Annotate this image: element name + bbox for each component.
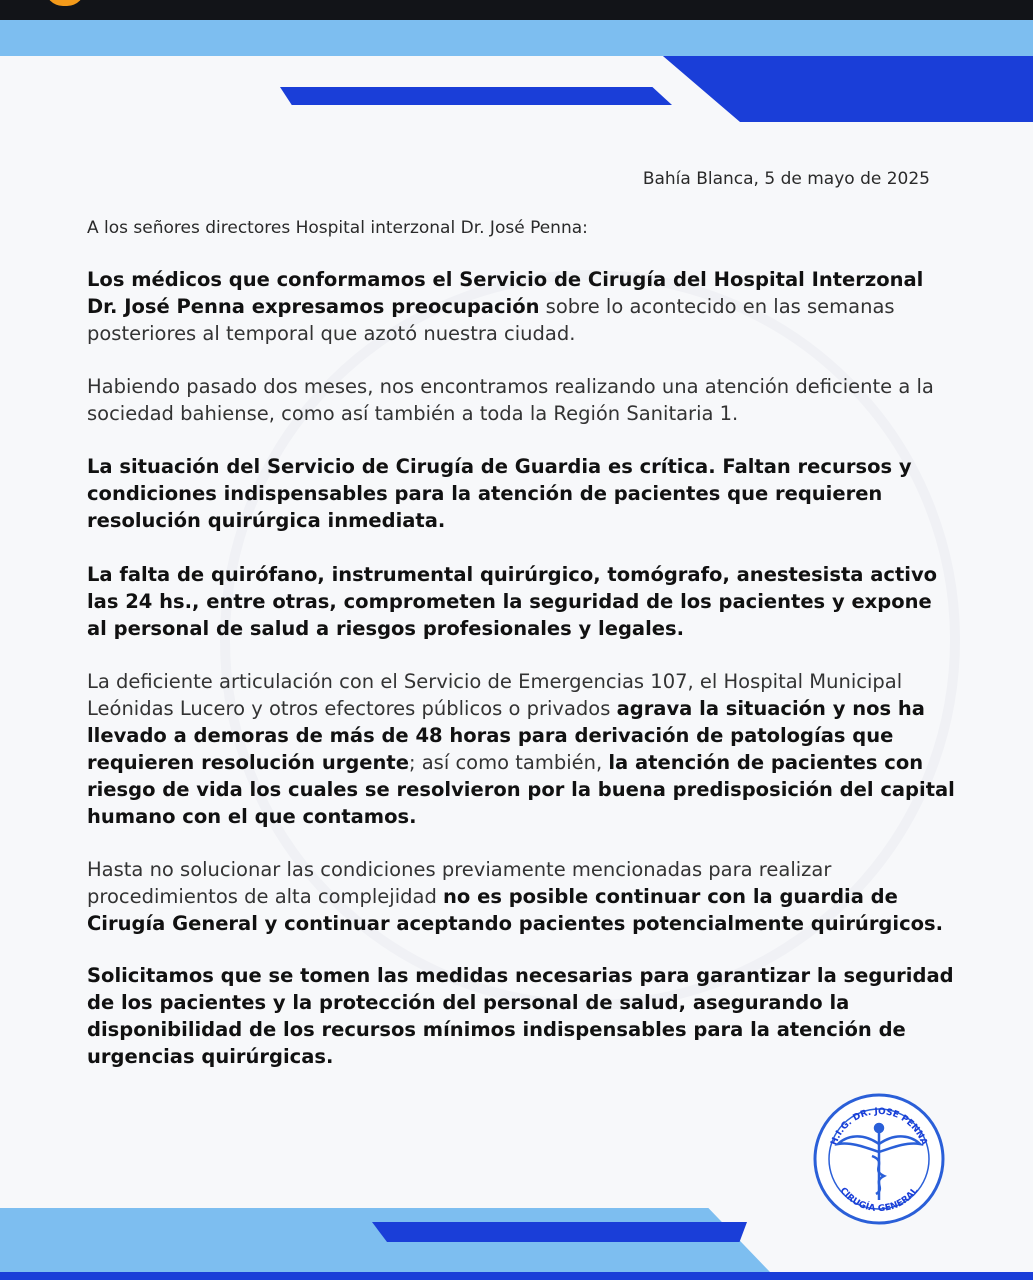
paragraph-5-text-1: La deficiente articulación con el Servicio de Emergencias 107, el Hospital Municipal Leónidas Lucero y otros efectores públicos o privados bbox=[87, 670, 903, 720]
header-stripe bbox=[280, 87, 672, 105]
paragraph-7-bold: Solicitamos que se tomen las medidas necesarias para garantizar la seguridad de los pacientes y la protección del personal de salud, asegurando la disponibilidad de los recursos mínimos indispensables para la atención de urgencias quirúrgicas. bbox=[87, 964, 954, 1068]
hospital-seal-logo bbox=[812, 1092, 946, 1226]
paragraph-5-text-2: ; así como también, bbox=[408, 751, 609, 774]
paragraph-2 bbox=[87, 373, 957, 427]
letter-date: Bahía Blanca, 5 de mayo de 2025 bbox=[642, 169, 930, 189]
paragraph-5 bbox=[87, 668, 957, 830]
paragraph-1-text: sobre lo acontecido en las semanas posteriores al temporal que azotó nuestra ciudad. bbox=[87, 295, 895, 345]
orange-badge-icon bbox=[45, 0, 85, 6]
footer-stripe bbox=[372, 1222, 747, 1242]
paragraph-5-bold-1: agrava la situación y nos ha llevado a demoras de más de 48 horas para derivación de patologías que requieren resolución urgente bbox=[87, 697, 925, 774]
paragraph-6-bold: no es posible continuar con la guardia de Cirugía General y continuar aceptando pacientes potencialmente quirúrgicos. bbox=[87, 885, 944, 935]
seal-top-text: H.I.G. DR. JOSE PENNA bbox=[829, 1106, 929, 1147]
paragraph-1 bbox=[87, 266, 957, 347]
paragraph-6-text: Hasta no solucionar las condiciones previamente mencionadas para realizar procedimientos de alta complejidad bbox=[87, 858, 832, 908]
paragraph-1-bold: Los médicos que conformamos el Servicio de Cirugía del Hospital Interzonal Dr. José Penna expresamos preocupación bbox=[87, 268, 924, 318]
paragraph-2-text: Habiendo pasado dos meses, nos encontramos realizando una atención deficiente a la sociedad bahiense, como así también a toda la Región Sanitaria 1. bbox=[87, 375, 934, 425]
footer-dark-band bbox=[0, 1272, 1033, 1280]
paragraph-3 bbox=[87, 453, 957, 534]
paragraph-4-bold: La falta de quirófano, instrumental quirúrgico, tomógrafo, anestesista activo las 24 hs., entre otras, comprometen la seguridad de los pacientes y expone al personal de salud a riesgos profesionales y legales. bbox=[87, 563, 938, 640]
header-light-band bbox=[0, 20, 1033, 56]
paragraph-6 bbox=[87, 856, 957, 937]
paragraph-5-bold-2: la atención de pacientes con riesgo de vida los cuales se resolvieron por la buena predisposición del capital humano con el que contamos. bbox=[87, 751, 955, 828]
top-status-bar bbox=[0, 0, 1033, 20]
paragraph-3-bold: La situación del Servicio de Cirugía de Guardia es crítica. Faltan recursos y condiciones indispensables para la atención de pacientes que requieren resolución quirúrgica inmediata. bbox=[87, 455, 912, 532]
seal-bottom-text: CIRUGÍA GENERAL bbox=[837, 1185, 921, 1215]
letter-salutation: A los señores directores Hospital interzonal Dr. José Penna: bbox=[87, 218, 588, 238]
paragraph-7 bbox=[87, 962, 957, 1070]
paragraph-4 bbox=[87, 561, 957, 642]
